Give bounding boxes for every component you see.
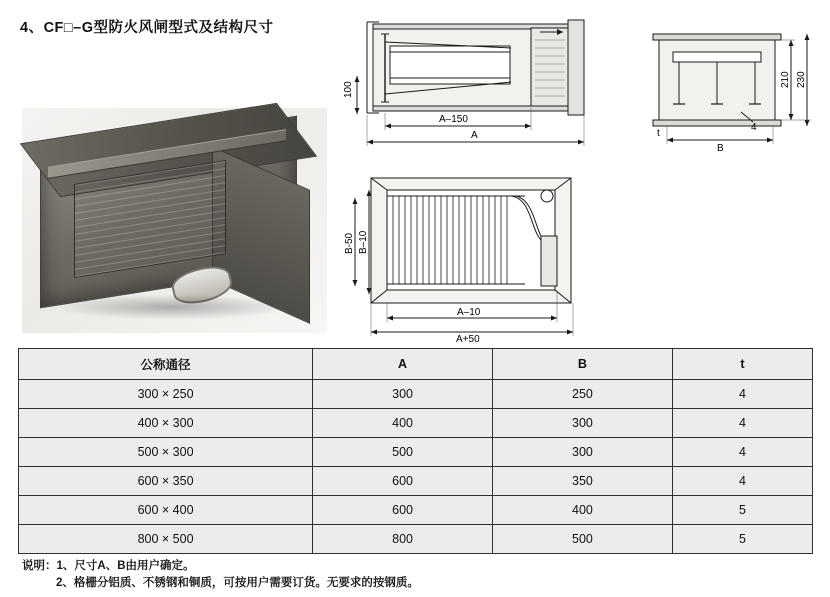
note-line-1: 说明：1、尺寸A、B由用户确定。 [22,560,195,572]
cell-a: 400 [313,409,493,438]
drawing-end-section [645,18,820,158]
cell-a: 600 [313,496,493,525]
dim-a-label: A [471,130,478,141]
table-row [19,438,813,467]
dim-a-150-label: A–150 [439,114,468,125]
dim-210-label: 210 [780,71,791,88]
cell-a: 500 [313,438,493,467]
dim-b-10-label: B–10 [358,230,369,254]
cell-b: 300 [493,409,673,438]
cell-nominal-diameter: 500 × 300 [19,438,313,467]
table-header-row [19,349,813,380]
table-row [19,496,813,525]
cell-t: 4 [672,438,812,467]
column-header-nominal-diameter: 公称通径 [19,349,313,380]
cell-b: 250 [493,380,673,409]
cell-nominal-diameter: 300 × 250 [19,380,313,409]
dim-a-10-label: A–10 [457,307,481,318]
column-header-t: t [672,349,812,380]
cell-b: 350 [493,467,673,496]
cell-t: 4 [672,409,812,438]
cell-a: 300 [313,380,493,409]
dim-4-label: 4 [751,122,757,133]
drawing-elevation [335,168,625,348]
table-row [19,467,813,496]
cell-b: 500 [493,525,673,554]
cell-t: 5 [672,496,812,525]
column-header-b: B [493,349,673,380]
cell-nominal-diameter: 400 × 300 [19,409,313,438]
table-row [19,380,813,409]
page-title: 4、CF□–G型防火风闸型式及结构尺寸 [20,20,274,36]
cell-nominal-diameter: 600 × 400 [19,496,313,525]
drawing-end-section-svg [645,18,820,153]
cell-nominal-diameter: 800 × 500 [19,525,313,554]
cell-b: 300 [493,438,673,467]
cell-t: 4 [672,467,812,496]
notes-block [22,558,812,592]
cell-b: 400 [493,496,673,525]
table-row [19,525,813,554]
photo-shadow [52,294,292,320]
cell-nominal-diameter: 600 × 350 [19,467,313,496]
drawing-plan-section [335,18,620,158]
column-header-a: A [313,349,493,380]
drawing-elevation-svg [335,168,625,343]
cell-t: 4 [672,380,812,409]
dim-b-50-label: B-50 [344,232,355,254]
product-photo [22,108,327,333]
table-row [19,409,813,438]
cell-a: 800 [313,525,493,554]
dim-b-label: B [717,143,724,153]
cell-a: 600 [313,467,493,496]
specification-table [18,348,813,554]
cell-t: 5 [672,525,812,554]
dim-230-label: 230 [796,71,807,88]
dim-t-label: t [657,128,660,139]
dim-100-label: 100 [343,81,354,98]
drawing-plan-section-svg [335,18,620,153]
note-line-2: 2、格栅分铝质、不锈钢和铜质，可按用户需要订货。无要求的按钢质。 [56,577,419,589]
dim-a-plus-50-label: A+50 [456,334,480,343]
